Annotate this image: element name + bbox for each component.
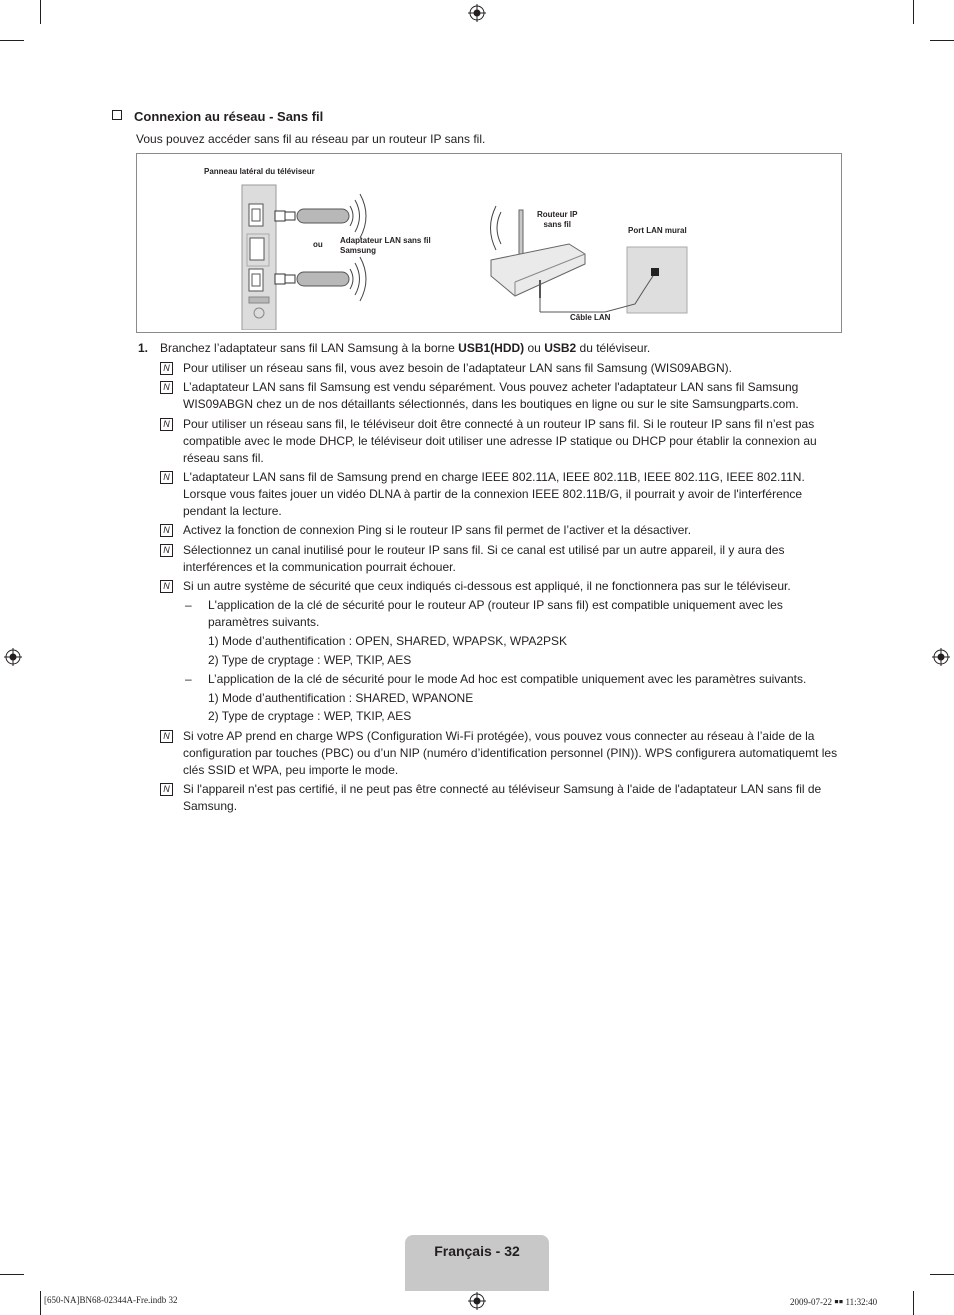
note-icon: N	[160, 471, 173, 484]
crop-mark	[40, 0, 41, 24]
sub-item: 1) Mode d’authentification : SHARED, WPANONE	[208, 691, 474, 705]
crop-mark	[0, 1274, 24, 1275]
note-icon: N	[160, 544, 173, 557]
note-icon: N	[160, 730, 173, 743]
sub-item: 2) Type de cryptage : WEP, TKIP, AES	[208, 709, 412, 723]
sub-item: 2) Type de cryptage : WEP, TKIP, AES	[208, 653, 412, 667]
note-icon: N	[160, 580, 173, 593]
note-item: N Sélectionnez un canal inutilisé pour le routeur IP sans fil. Si ce canal est utilisé par un autre appareil, il y aura des interférences et la communication pourrait échouer.	[160, 542, 840, 576]
page-number-tab: Français - 32	[405, 1235, 549, 1291]
checkbox-bullet-icon	[112, 110, 122, 120]
note-item: N Si l'appareil n'est pas certifié, il ne peut pas être connecté au téléviseur Samsung à l'aide de l'adaptateur LAN sans fil de Samsung.	[160, 781, 840, 815]
note-item: N Si un autre système de sécurité que ceux indiqués ci-dessous est appliqué, il ne fonctionnera pas sur le téléviseur.	[160, 578, 840, 595]
note-item: N Pour utiliser un réseau sans fil, le téléviseur doit être connecté à un routeur IP sans fil. Si le routeur IP sans fil n’est pas compatible avec le mode DHCP, le téléviseur doit utiliser une adresse IP statique ou DHCP pour établir la connexion au réseau sans fil.	[160, 416, 840, 467]
file-info: [650-NA]BN68-02344A-Fre.indb 32	[44, 1295, 178, 1305]
note-item: N Pour utiliser un réseau sans fil, vous avez besoin de l’adaptateur LAN sans fil Samsung (WIS09ABGN).	[160, 360, 840, 377]
note-item: N L’adaptateur LAN sans fil Samsung est vendu séparément. Vous pouvez acheter l'adaptateur LAN sans fil Samsung WIS09ABGN chez un de nos détaillants sélectionnés, dans les boutiques en ligne ou sur le site Samsungparts.com.	[160, 379, 840, 413]
note-item: N L'adaptateur LAN sans fil de Samsung prend en charge IEEE 802.11A, IEEE 802.11B, IEEE 802.11G, IEEE 802.11N. Lorsque vous faites jouer un vidéo DLNA à partir de la connexion IEEE 802.11B/G, il pourrait y avoir de l'interférence pendant la lecture.	[160, 469, 840, 520]
registration-mark-icon	[468, 1292, 486, 1310]
or-label: ou	[313, 240, 323, 249]
section-intro: Vous pouvez accéder sans fil au réseau par un routeur IP sans fil.	[136, 132, 486, 146]
adapter-label: Adaptateur LAN sans fil Samsung	[340, 236, 431, 255]
step-text: Branchez l’adaptateur sans fil LAN Samsung à la borne USB1(HDD) ou USB2 du téléviseur.	[160, 341, 651, 355]
crop-mark	[40, 1291, 41, 1315]
timestamp: 2009-07-22 ￭￭ 11:32:40	[790, 1297, 878, 1307]
crop-mark	[913, 0, 914, 24]
dash-item: – L'application de la clé de sécurité pour le routeur AP (routeur IP sans fil) est compatible uniquement avec les paramètres suivants.	[185, 598, 783, 629]
crop-mark	[930, 40, 954, 41]
dash-bullet: –	[185, 672, 192, 686]
crop-mark	[913, 1291, 914, 1315]
note-icon: N	[160, 381, 173, 394]
crop-mark	[930, 1274, 954, 1275]
wall-port-label: Port LAN mural	[628, 226, 687, 235]
registration-mark-icon	[468, 4, 486, 22]
section-title: Connexion au réseau - Sans fil	[112, 109, 323, 124]
dash-bullet: –	[185, 598, 192, 612]
dash-item: – L’application de la clé de sécurité pour le mode Ad hoc est compatible uniquement avec les paramètres suivants.	[185, 672, 807, 686]
cable-label: Câble LAN	[570, 313, 611, 322]
note-icon: N	[160, 783, 173, 796]
connection-diagram	[136, 153, 842, 333]
sub-item: 1) Mode d’authentification : OPEN, SHARED, WPAPSK, WPA2PSK	[208, 634, 568, 648]
tv-panel-label: Panneau latéral du téléviseur	[204, 167, 315, 176]
step-number: 1.	[138, 341, 149, 355]
registration-mark-icon	[932, 648, 950, 666]
crop-mark	[0, 40, 24, 41]
note-icon: N	[160, 362, 173, 375]
note-icon: N	[160, 524, 173, 537]
note-item: N Activez la fonction de connexion Ping si le routeur IP sans fil permet de l’activer et la désactiver.	[160, 522, 840, 539]
wall-lan-port-icon	[605, 244, 690, 316]
note-item: N Si votre AP prend en charge WPS (Configuration Wi-Fi protégée), vous pouvez vous connecter au réseau à l’aide de la configuration par touches (PBC) ou d’un NIP (numéro d’identification personnel (PIN)). WPS configurera automatiquemt les clés SSID et WPA, peu importe le mode.	[160, 728, 840, 779]
registration-mark-icon	[4, 648, 22, 666]
router-label: Routeur IP sans fil	[537, 210, 578, 229]
note-icon: N	[160, 418, 173, 431]
